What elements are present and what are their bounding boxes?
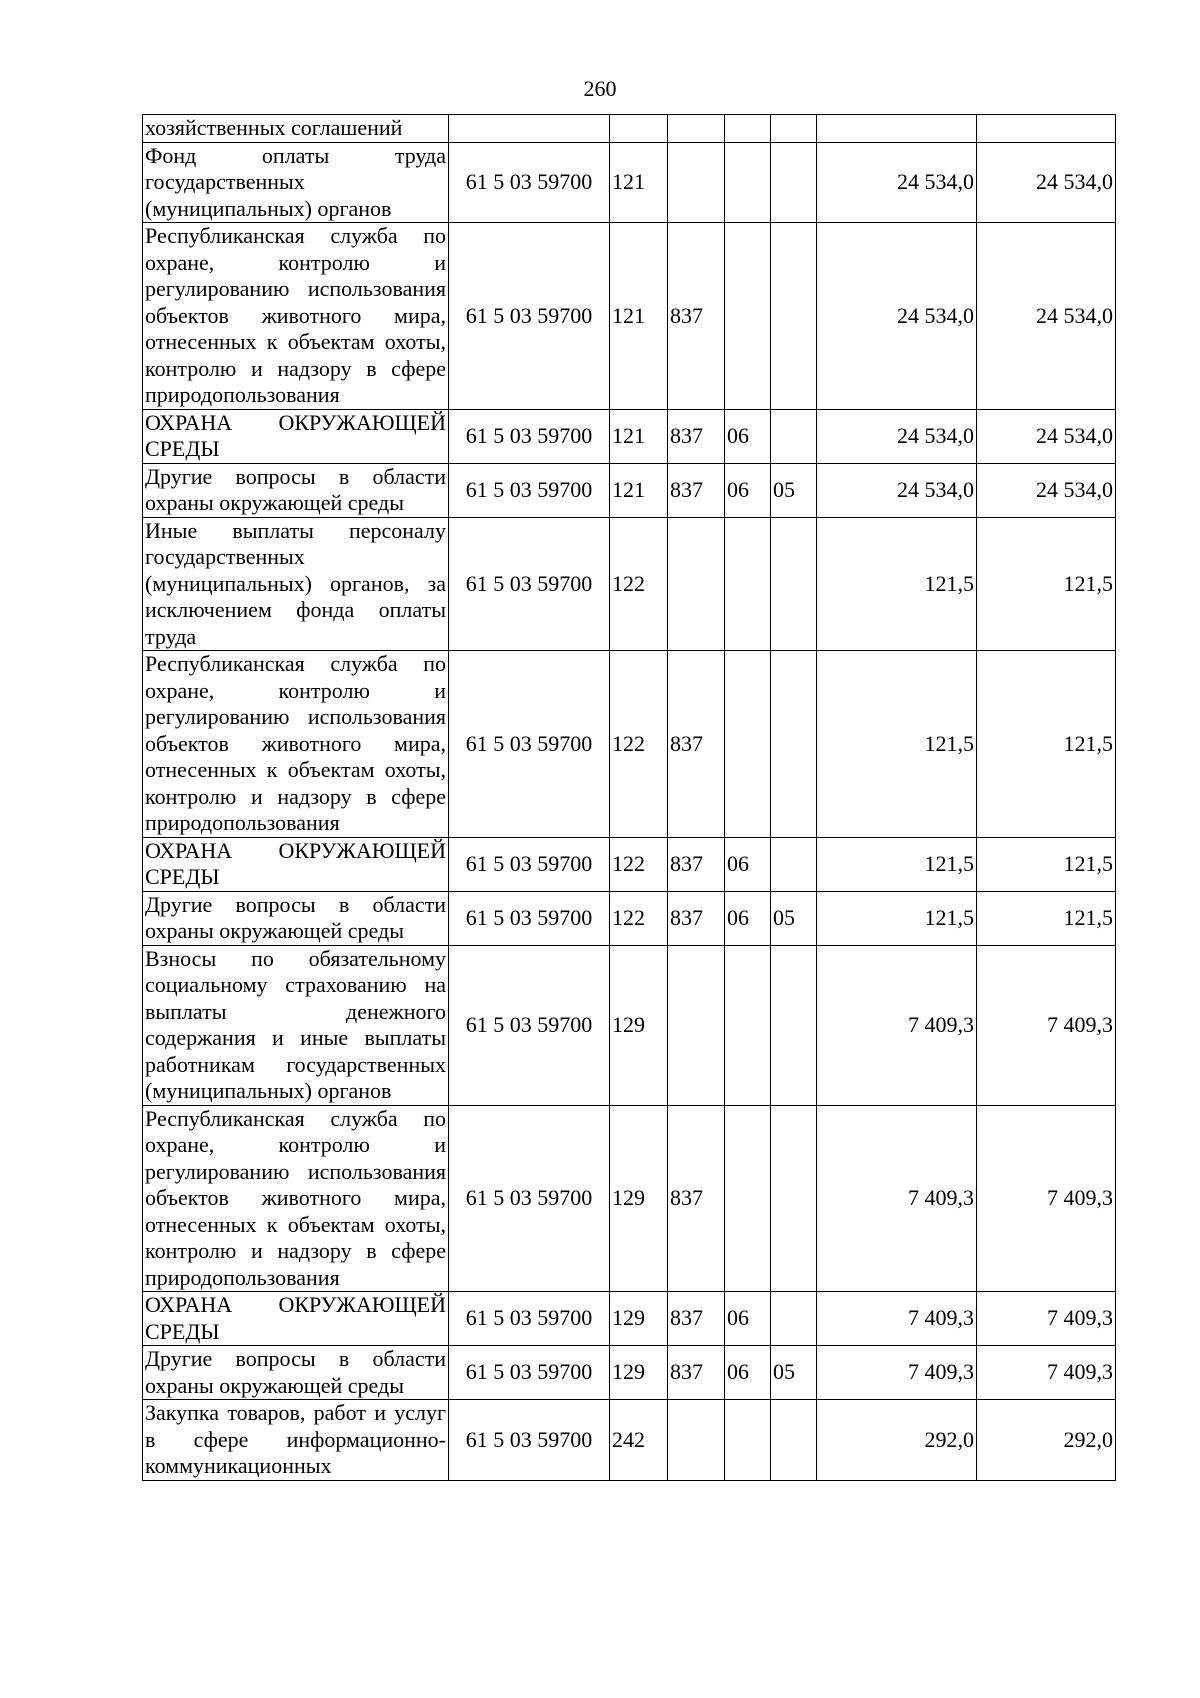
- subsection-cell: [771, 409, 817, 463]
- target-article-code-cell: 61 5 03 59700: [449, 1105, 610, 1292]
- target-article-code-cell: 61 5 03 59700: [449, 517, 610, 651]
- target-article-code-cell: 61 5 03 59700: [449, 409, 610, 463]
- target-article-code-cell: 61 5 03 59700: [449, 1346, 610, 1400]
- budget-table: [142, 114, 1116, 1481]
- amount-cell-1: 7 409,3: [817, 945, 977, 1105]
- amount-cell-1: 121,5: [817, 651, 977, 838]
- amount-cell-1: 292,0: [817, 1400, 977, 1481]
- amount-cell-1: 24 534,0: [817, 463, 977, 517]
- section-cell: [725, 945, 771, 1105]
- subsection-cell: [771, 837, 817, 891]
- expense-type-cell: 121: [610, 409, 668, 463]
- amount-cell-2: 24 534,0: [977, 223, 1116, 410]
- table-row: [143, 891, 1116, 945]
- section-cell: 06: [725, 409, 771, 463]
- expense-type-cell: 129: [610, 1292, 668, 1346]
- table-body: [143, 115, 1116, 1481]
- amount-cell-2: [977, 115, 1116, 143]
- subsection-cell: [771, 945, 817, 1105]
- table-row: [143, 223, 1116, 410]
- target-article-code-cell: 61 5 03 59700: [449, 945, 610, 1105]
- item-name-cell: ОХРАНА ОКРУЖАЮЩЕЙ СРЕДЫ: [143, 1292, 449, 1346]
- administrator-code-cell: 837: [668, 1105, 725, 1292]
- expense-type-cell: 121: [610, 223, 668, 410]
- expense-type-cell: [610, 115, 668, 143]
- amount-cell-1: 121,5: [817, 517, 977, 651]
- subsection-cell: [771, 1105, 817, 1292]
- amount-cell-1: 121,5: [817, 891, 977, 945]
- table-row: [143, 142, 1116, 223]
- subsection-cell: [771, 142, 817, 223]
- administrator-code-cell: 837: [668, 651, 725, 838]
- subsection-cell: 05: [771, 891, 817, 945]
- administrator-code-cell: [668, 1400, 725, 1481]
- expense-type-cell: 242: [610, 1400, 668, 1481]
- section-cell: 06: [725, 891, 771, 945]
- table-row: [143, 463, 1116, 517]
- administrator-code-cell: [668, 142, 725, 223]
- expense-type-cell: 122: [610, 517, 668, 651]
- amount-cell-1: 24 534,0: [817, 142, 977, 223]
- table-row: [143, 115, 1116, 143]
- amount-cell-2: 7 409,3: [977, 945, 1116, 1105]
- administrator-code-cell: [668, 517, 725, 651]
- target-article-code-cell: 61 5 03 59700: [449, 463, 610, 517]
- target-article-code-cell: 61 5 03 59700: [449, 837, 610, 891]
- section-cell: [725, 1105, 771, 1292]
- expense-type-cell: 122: [610, 651, 668, 838]
- item-name-cell: Иные выплаты персоналу государственных (муниципальных) органов, за исключением фонда оплаты труда: [143, 517, 449, 651]
- section-cell: [725, 1400, 771, 1481]
- administrator-code-cell: [668, 115, 725, 143]
- amount-cell-1: 7 409,3: [817, 1105, 977, 1292]
- expense-type-cell: 129: [610, 945, 668, 1105]
- subsection-cell: [771, 651, 817, 838]
- section-cell: [725, 115, 771, 143]
- item-name-cell: Другие вопросы в области охраны окружающей среды: [143, 463, 449, 517]
- subsection-cell: [771, 223, 817, 410]
- item-name-cell: Другие вопросы в области охраны окружающей среды: [143, 1346, 449, 1400]
- section-cell: 06: [725, 837, 771, 891]
- subsection-cell: [771, 1292, 817, 1346]
- target-article-code-cell: [449, 115, 610, 143]
- section-cell: [725, 223, 771, 410]
- amount-cell-2: 24 534,0: [977, 142, 1116, 223]
- table-row: [143, 1292, 1116, 1346]
- administrator-code-cell: [668, 945, 725, 1105]
- amount-cell-1: 121,5: [817, 837, 977, 891]
- amount-cell-2: 24 534,0: [977, 463, 1116, 517]
- item-name-cell: Закупка товаров, работ и услуг в сфере информационно-коммуникационных: [143, 1400, 449, 1481]
- administrator-code-cell: 837: [668, 1292, 725, 1346]
- amount-cell-1: 24 534,0: [817, 409, 977, 463]
- section-cell: [725, 142, 771, 223]
- target-article-code-cell: 61 5 03 59700: [449, 1400, 610, 1481]
- subsection-cell: 05: [771, 463, 817, 517]
- expense-type-cell: 121: [610, 463, 668, 517]
- table-row: [143, 1400, 1116, 1481]
- subsection-cell: 05: [771, 1346, 817, 1400]
- subsection-cell: [771, 517, 817, 651]
- table-row: [143, 1346, 1116, 1400]
- administrator-code-cell: 837: [668, 223, 725, 410]
- amount-cell-2: 7 409,3: [977, 1105, 1116, 1292]
- expense-type-cell: 121: [610, 142, 668, 223]
- amount-cell-2: 121,5: [977, 651, 1116, 838]
- administrator-code-cell: 837: [668, 409, 725, 463]
- page-number: 260: [583, 76, 617, 101]
- expense-type-cell: 122: [610, 837, 668, 891]
- target-article-code-cell: 61 5 03 59700: [449, 142, 610, 223]
- amount-cell-2: 292,0: [977, 1400, 1116, 1481]
- amount-cell-2: 121,5: [977, 837, 1116, 891]
- item-name-cell: ОХРАНА ОКРУЖАЮЩЕЙ СРЕДЫ: [143, 409, 449, 463]
- amount-cell-2: 121,5: [977, 891, 1116, 945]
- table-row: [143, 945, 1116, 1105]
- administrator-code-cell: 837: [668, 891, 725, 945]
- item-name-cell: Республиканская служба по охране, контролю и регулированию использования объектов животного мира, отнесенных к объектам охоты, контролю и надзору в сфере природопользования: [143, 1105, 449, 1292]
- table-row: [143, 409, 1116, 463]
- subsection-cell: [771, 115, 817, 143]
- table-row: [143, 651, 1116, 838]
- table-row: [143, 837, 1116, 891]
- section-cell: 06: [725, 463, 771, 517]
- expense-type-cell: 122: [610, 891, 668, 945]
- amount-cell-1: 24 534,0: [817, 223, 977, 410]
- target-article-code-cell: 61 5 03 59700: [449, 891, 610, 945]
- section-cell: 06: [725, 1346, 771, 1400]
- expense-type-cell: 129: [610, 1105, 668, 1292]
- section-cell: 06: [725, 1292, 771, 1346]
- amount-cell-2: 7 409,3: [977, 1346, 1116, 1400]
- table-row: [143, 517, 1116, 651]
- amount-cell-1: 7 409,3: [817, 1346, 977, 1400]
- amount-cell-2: 24 534,0: [977, 409, 1116, 463]
- amount-cell-1: [817, 115, 977, 143]
- target-article-code-cell: 61 5 03 59700: [449, 651, 610, 838]
- table-row: [143, 1105, 1116, 1292]
- item-name-cell: Республиканская служба по охране, контролю и регулированию использования объектов животного мира, отнесенных к объектам охоты, контролю и надзору в сфере природопользования: [143, 651, 449, 838]
- section-cell: [725, 651, 771, 838]
- target-article-code-cell: 61 5 03 59700: [449, 1292, 610, 1346]
- target-article-code-cell: 61 5 03 59700: [449, 223, 610, 410]
- section-cell: [725, 517, 771, 651]
- item-name-cell: хозяйственных соглашений: [143, 115, 449, 143]
- amount-cell-2: 121,5: [977, 517, 1116, 651]
- item-name-cell: Другие вопросы в области охраны окружающей среды: [143, 891, 449, 945]
- item-name-cell: Фонд оплаты труда государственных (муниципальных) органов: [143, 142, 449, 223]
- subsection-cell: [771, 1400, 817, 1481]
- expense-type-cell: 129: [610, 1346, 668, 1400]
- item-name-cell: Взносы по обязательному социальному страхованию на выплаты денежного содержания и иные выплаты работникам государственных (муниципальных) органов: [143, 945, 449, 1105]
- administrator-code-cell: 837: [668, 1346, 725, 1400]
- item-name-cell: ОХРАНА ОКРУЖАЮЩЕЙ СРЕДЫ: [143, 837, 449, 891]
- item-name-cell: Республиканская служба по охране, контролю и регулированию использования объектов животного мира, отнесенных к объектам охоты, контролю и надзору в сфере природопользования: [143, 223, 449, 410]
- administrator-code-cell: 837: [668, 837, 725, 891]
- amount-cell-2: 7 409,3: [977, 1292, 1116, 1346]
- amount-cell-1: 7 409,3: [817, 1292, 977, 1346]
- administrator-code-cell: 837: [668, 463, 725, 517]
